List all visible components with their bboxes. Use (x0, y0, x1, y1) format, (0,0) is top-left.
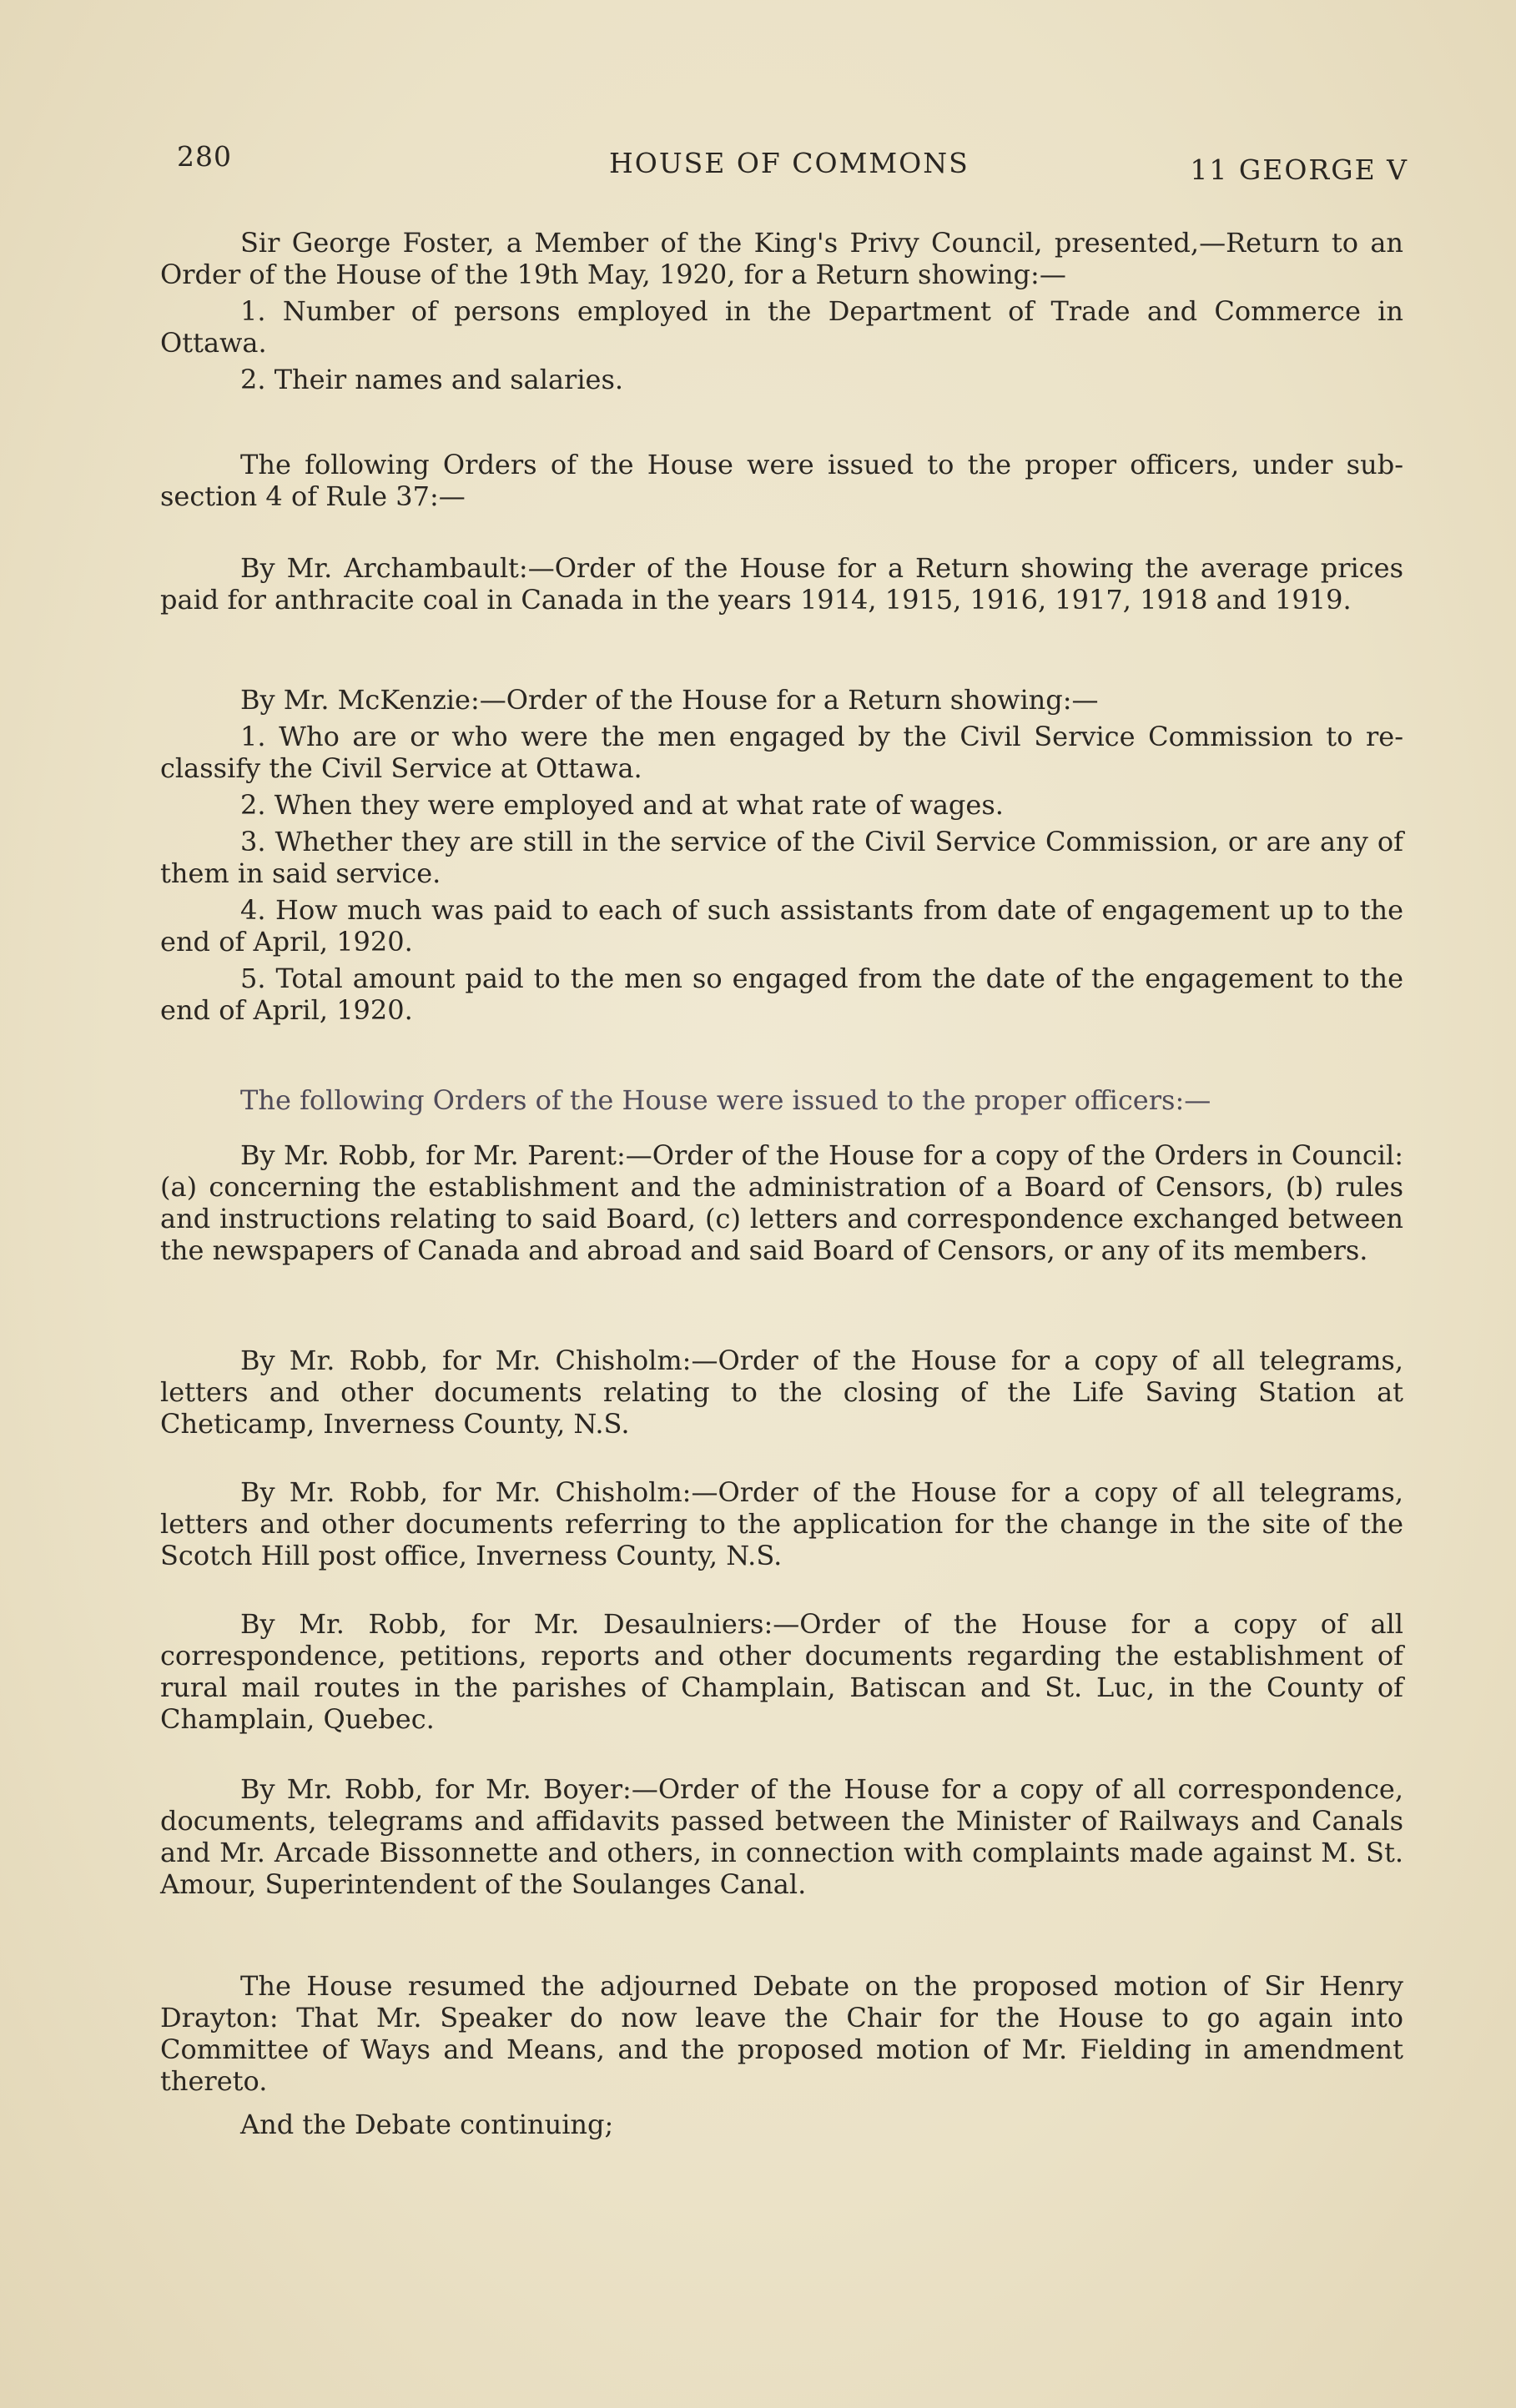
officers-heading (160, 1084, 1403, 1116)
order-boyer (160, 1773, 1403, 1900)
foster-return (160, 227, 1403, 395)
mckenzie-item: 5. Total amount paid to the men so engaged from the date of the engagement to the end of April, 1920. (160, 963, 1403, 1026)
order-text: By Mr. Robb, for Mr. Desaulniers:—Order of the House for a copy of all correspondence, petitions, reports and other documents regarding the establishment of rural mail routes in the parishes of Champlain, Batiscan and St. Luc, in the County of Champlain, Quebec. (160, 1608, 1403, 1735)
order-chisholm-postoffice (160, 1476, 1403, 1571)
order-text: By Mr. Robb, for Mr. Chisholm:—Order of the House for a copy of all telegrams, letters and other documents relating to the closing of the Life Saving Station at Cheticamp, Inverness County, N.S. (160, 1345, 1403, 1440)
mckenzie-order (160, 684, 1403, 1026)
foster-item: 2. Their names and salaries. (240, 364, 624, 395)
order-text: By Mr. Robb, for Mr. Chisholm:—Order of the House for a copy of all telegrams, letters and other documents referring to the application for the change in the site of the Scotch Hill post office, Inverness County, N.S. (160, 1476, 1403, 1571)
rule37-heading-text: The following Orders of the House were issued to the proper officers, under sub-section 4 of Rule 37:— (160, 449, 1403, 512)
archambault-order (160, 552, 1403, 616)
mckenzie-item: 4. How much was paid to each of such assistants from date of engagement up to the end of April, 1920. (160, 894, 1403, 958)
rule37-heading (160, 449, 1403, 512)
officers-heading-text: The following Orders of the House were issued to the proper officers:— (240, 1084, 1211, 1116)
order-desaulniers (160, 1608, 1403, 1735)
mckenzie-item: 3. Whether they are still in the service of the Civil Service Commission, or are any of them in said service. (160, 826, 1403, 889)
debate-continuing: And the Debate continuing; (240, 2109, 614, 2140)
page-number: 280 (177, 140, 232, 173)
foster-intro: Sir George Foster, a Member of the King's Privy Council, presented,—Return to an Order of the House of the 19th May, 1920, for a Return showing:— (160, 227, 1403, 290)
order-chisholm-lifesaving (160, 1345, 1403, 1440)
regnal-year: 11 GEORGE V (1190, 153, 1408, 186)
mckenzie-intro: By Mr. McKenzie:—Order of the House for a Return showing:— (240, 684, 1099, 716)
foster-item: 1. Number of persons employed in the Department of Trade and Commerce in Ottawa. (160, 295, 1403, 359)
order-text: By Mr. Robb, for Mr. Parent:—Order of the House for a copy of the Orders in Council: (a) concerning the establishment and the administration of a Board of Censors, (b) rules and instructions relating to said Board, (c) letters and correspondence exchanged between the newspapers of Canada and abroad and said Board of Censors, or any of its members. (160, 1139, 1403, 1266)
running-title: HOUSE OF COMMONS (609, 147, 970, 179)
mckenzie-item: 1. Who are or who were the men engaged by the Civil Service Commission to re-classify the Civil Service at Ottawa. (160, 721, 1403, 784)
order-parent (160, 1139, 1403, 1266)
order-text: By Mr. Robb, for Mr. Boyer:—Order of the House for a copy of all correspondence, documents, telegrams and affidavits passed between the Minister of Railways and Canals and Mr. Arcade Bissonnette and others, in connection with complaints made against M. St. Amour, Superintendent of the Soulanges Canal. (160, 1773, 1403, 1900)
page-header (177, 140, 1408, 190)
debate-text: The House resumed the adjourned Debate on the proposed motion of Sir Henry Drayton: That Mr. Speaker do now leave the Chair for the House to go again into Committee of Ways and Means, and the proposed motion of Mr. Fielding in amendment thereto. (160, 1970, 1403, 2097)
mckenzie-item: 2. When they were employed and at what rate of wages. (240, 789, 1004, 821)
archambault-text: By Mr. Archambault:—Order of the House for a Return showing the average prices paid for anthracite coal in Canada in the years 1914, 1915, 1916, 1917, 1918 and 1919. (160, 552, 1403, 616)
debate-resumed (160, 1970, 1403, 2140)
